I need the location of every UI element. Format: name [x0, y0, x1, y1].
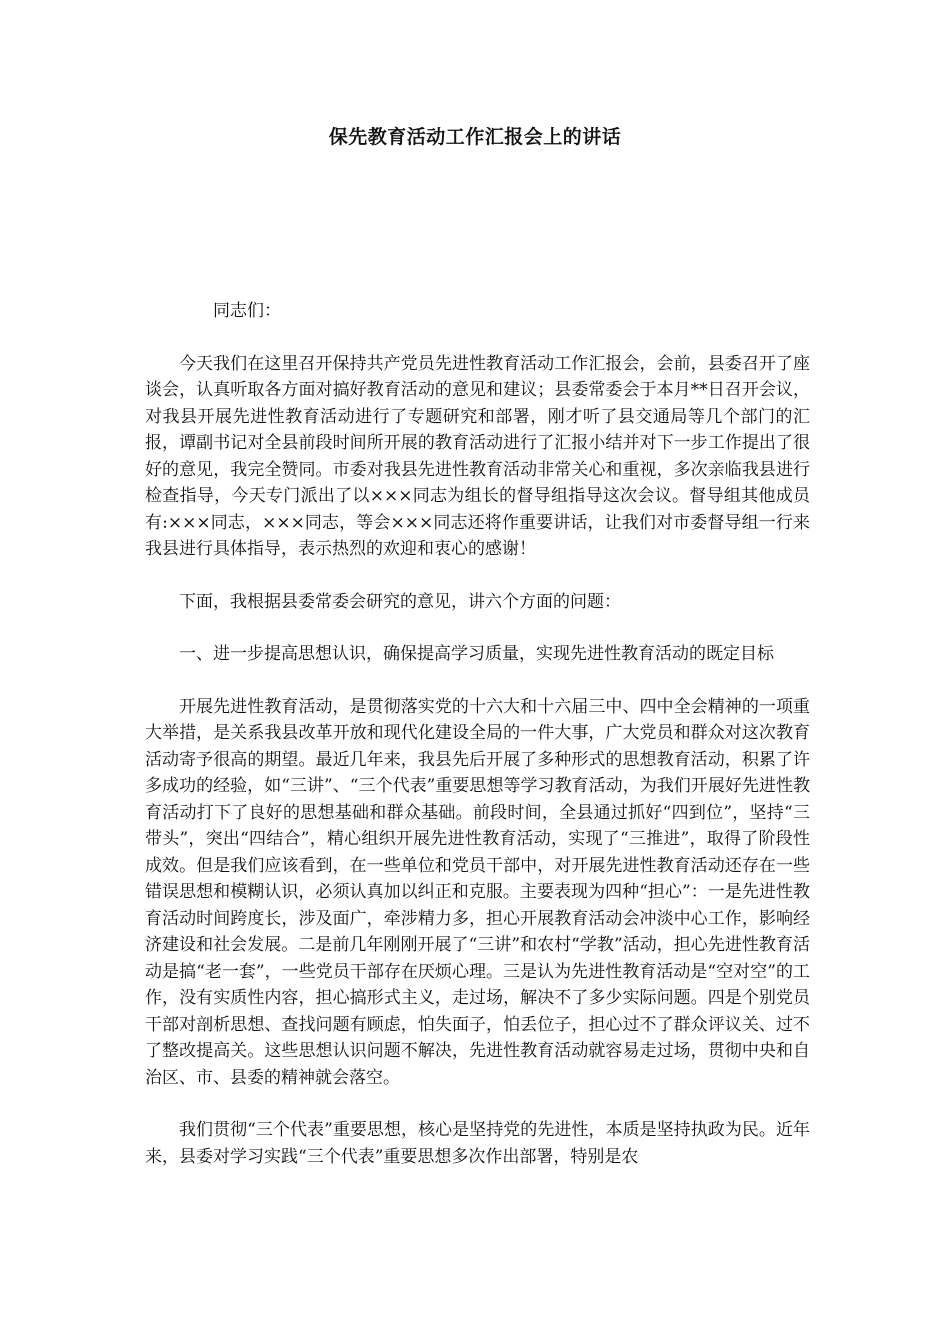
paragraph-opening: 今天我们在这里召开保持共产党员先进性教育活动工作汇报会，会前，县委召开了座谈会，认真听取各方面对搞好教育活动的意见和建议；县委常委会于本月**日召开会议，对我县开展先进性教育活动进行了专题研究和部署，刚才听了县交通局等几个部门的汇报，谭副书记对全县前段时间所开展的教育活动进行了汇报小结并对下一步工作提出了很好的意见，我完全赞同。市委对我县先进性教育活动非常关心和重视，多次亲临我县进行检查指导，今天专门派出了以×××同志为组长的督导组指导这次会议。督导组其他成员有:×××同志，×××同志，等会×××同志还将作重要讲话，让我们对市委督导组一行来我县进行具体指导，表示热烈的欢迎和衷心的感谢！ — [145, 353, 810, 559]
document-body — [145, 298, 810, 1196]
paragraph-section-one: 开展先进性教育活动，是贯彻落实党的十六大和十六届三中、四中全会精神的一项重大举措，是关系我县改革开放和现代化建设全局的一件大事，广大党员和群众对这次教育活动寄予很高的期望。最近几年来，我县先后开展了多种形式的思想教育活动，积累了许多成功的经验，如“三讲”、“三个代表”重要思想等学习教育活动，为我们开展好先进性教育活动打下了良好的思想基础和群众基础。前段时间，全县通过抓好“四到位”，坚持“三带头”，突出“四结合”，精心组织开展先进性教育活动，实现了“三推进”，取得了阶段性成效。但是我们应该看到，在一些单位和党员干部中，对开展先进性教育活动还存在一些错误思想和模糊认识，必须认真加以纠正和克服。主要表现为四种“担心”：一是先进性教育活动时间跨度长，涉及面广，牵涉精力多，担心开展教育活动会冲淡中心工作，影响经济建设和社会发展。二是前几年刚刚开展了“三讲”和农村“学教”活动，担心先进性教育活动是搞“老一套”，一些党员干部存在厌烦心理。三是认为先进性教育活动是“空对空”的工作，没有实质性内容，担心搞形式主义，走过场，解决不了多少实际问题。四是个别党员干部对剖析思想、查找问题有顾虑，怕失面子，怕丢位子，担心过不了群众评议关、过不了整改提高关。这些思想认识问题不解决，先进性教育活动就容易走过场，贯彻中央和自治区、市、县委的精神就会落空。 — [145, 696, 810, 1088]
salutation: 同志们： — [213, 301, 281, 321]
paragraph-outline: 下面，我根据县委常委会研究的意见，讲六个方面的问题： — [179, 591, 621, 612]
paragraph-three-represents: 我们贯彻“三个代表”重要思想，核心是坚持党的先进性，本质是坚持执政为民。近年来，县委对学习实践“三个代表”重要思想多次作出部署，特别是农 — [145, 1120, 810, 1167]
document-title: 保先教育活动工作汇报会上的讲话 — [328, 126, 622, 148]
section-heading-one: 一、进一步提高思想认识，确保提高学习质量，实现先进性教育活动的既定目标 — [179, 644, 774, 664]
